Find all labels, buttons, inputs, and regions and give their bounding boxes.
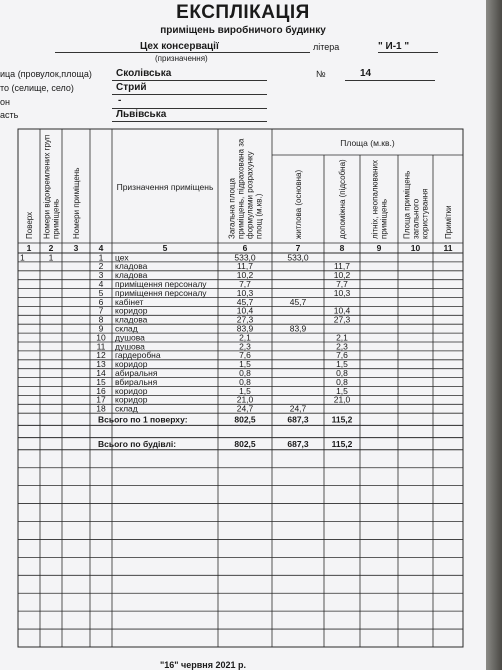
number-value: 14 (360, 68, 372, 79)
header-total-area: площ (м.кв.) (254, 193, 264, 239)
cell-group: 1 (48, 252, 54, 263)
cell-auxiliary: 7,7 (336, 279, 348, 289)
cell-purpose: душова (115, 332, 145, 343)
city-label: то (селище, село) (0, 83, 74, 93)
city-value: Стрий (116, 82, 147, 93)
cell-total-area: 10,4 (236, 305, 254, 316)
cell-auxiliary: 1,5 (336, 385, 348, 396)
object-name: Цех консервації (140, 41, 219, 52)
cell-room-no: 11 (96, 341, 106, 352)
header-floor: Поверх (25, 211, 34, 239)
cell-room-no: 14 (96, 368, 106, 378)
total-label: Всього по будівлі: (98, 438, 177, 449)
column-number: 4 (98, 243, 104, 253)
litera-value: " И-1 " (378, 41, 410, 52)
cell-living: 24,7 (289, 403, 307, 414)
cell-auxiliary: 11,7 (334, 261, 350, 272)
document-title: ЕКСПЛІКАЦІЯ (176, 2, 310, 23)
cell-auxiliary: 0,8 (336, 368, 348, 378)
header-total-area: формулами розрахунку (245, 151, 255, 239)
footer-date: "16" червня 2021 р. (160, 660, 247, 670)
header-auxiliary: допоміжна (підсобна) (338, 159, 347, 239)
number-label: № (316, 69, 326, 79)
cell-room-no: 2 (98, 261, 104, 272)
header-groups: приміщень (51, 198, 61, 239)
cell-total-area: 2,3 (239, 341, 251, 352)
column-number: 5 (162, 243, 168, 253)
total-area-sum: 802,5 (234, 414, 256, 425)
column-number: 10 (410, 243, 421, 253)
cell-purpose: коридор (115, 394, 148, 405)
cell-purpose: кладова (115, 314, 148, 325)
cell-purpose: кабінет (115, 296, 144, 307)
cell-room-no: 12 (96, 350, 106, 361)
header-summer: літніх, неопалюваних (370, 159, 380, 239)
header-notes: Примітки (444, 205, 453, 239)
cell-total-area: 7,6 (239, 350, 251, 361)
cell-auxiliary: 0,8 (336, 376, 348, 387)
cell-room-no: 17 (96, 394, 106, 405)
header-living: житлова (основна) (294, 169, 303, 239)
cell-room-no: 13 (96, 359, 106, 370)
region-label: асть (0, 110, 19, 120)
header-total-area: приміщень, підрахована за (236, 138, 246, 239)
cell-auxiliary: 2,1 (336, 332, 348, 343)
cell-total-area: 10,3 (236, 287, 254, 298)
cell-auxiliary: 10,4 (333, 305, 351, 316)
cell-purpose: абиральня (115, 368, 158, 378)
cell-total-area: 533,0 (234, 252, 256, 263)
district-value: - (118, 95, 122, 106)
cell-total-area: 0,8 (239, 376, 251, 387)
header-purpose: Призначення приміщень (116, 182, 214, 192)
cell-room-no: 16 (96, 385, 106, 396)
cell-auxiliary: 10,2 (333, 270, 351, 281)
cell-total-area: 83,9 (236, 323, 254, 334)
cell-total-area: 24,7 (236, 403, 254, 414)
cell-room-no: 15 (96, 376, 106, 387)
header-common: загального (411, 198, 421, 239)
cell-room-no: 18 (96, 403, 106, 414)
cell-room-no: 1 (98, 252, 104, 263)
cell-purpose: душова (115, 341, 145, 352)
cell-purpose: вбиральня (115, 376, 158, 387)
total-label: Всього по 1 поверху: (98, 414, 188, 425)
total-auxiliary-sum: 115,2 (331, 438, 353, 449)
cell-auxiliary: 1,5 (336, 359, 348, 370)
header-common: Площа приміщень (402, 170, 412, 239)
cell-room-no: 8 (98, 314, 104, 325)
column-number: 7 (295, 243, 301, 253)
cell-room-no: 6 (98, 296, 104, 307)
column-number: 3 (73, 243, 79, 253)
cell-purpose: коридор (115, 359, 148, 370)
cell-purpose: склад (115, 323, 138, 334)
cell-auxiliary: 21,0 (333, 394, 351, 405)
cell-total-area: 1,5 (239, 385, 251, 396)
cell-purpose: коридор (115, 305, 148, 316)
cell-purpose: гардеробна (115, 350, 161, 361)
cell-purpose: цех (115, 252, 129, 263)
cell-total-area: 2,1 (239, 332, 251, 343)
cell-purpose: склад (115, 403, 138, 414)
total-living-sum: 687,3 (287, 414, 309, 425)
total-area-sum: 802,5 (234, 438, 256, 449)
cell-room-no: 4 (98, 279, 104, 289)
header-groups: Номери відокремлених груп (42, 134, 52, 239)
cell-room-no: 5 (98, 287, 104, 298)
cell-living: 533,0 (287, 252, 309, 263)
cell-auxiliary: 27,3 (333, 314, 351, 325)
cell-room-no: 3 (98, 270, 104, 281)
street-label: ица (провулок,площа) (0, 69, 92, 79)
district-label: он (0, 97, 10, 107)
header-area-group: Площа (м.кв.) (340, 138, 395, 148)
total-auxiliary-sum: 115,2 (331, 414, 353, 425)
total-living-sum: 687,3 (287, 438, 309, 449)
cell-total-area: 0,8 (239, 368, 251, 378)
cell-total-area: 1,5 (239, 359, 251, 370)
cell-total-area: 11,7 (237, 261, 253, 272)
page-edge-shadow (486, 0, 502, 670)
column-number: 1 (26, 243, 32, 253)
cell-total-area: 10,2 (236, 270, 254, 281)
cell-total-area: 7,7 (239, 279, 251, 289)
cell-floor: 1 (20, 252, 25, 263)
cell-purpose: кладова (115, 270, 148, 281)
header-common: користування (420, 188, 430, 239)
document-subtitle: приміщень виробничого будинку (160, 25, 326, 36)
litera-label: літера (313, 42, 340, 52)
column-number: 9 (376, 243, 382, 253)
cell-living: 83,9 (289, 323, 307, 334)
cell-total-area: 45,7 (236, 296, 254, 307)
cell-purpose: кладова (115, 261, 148, 272)
cell-total-area: 27,3 (236, 314, 254, 325)
column-number: 2 (48, 243, 54, 253)
cell-room-no: 9 (98, 323, 104, 334)
cell-room-no: 7 (98, 305, 104, 316)
header-room-no: Номери приміщень (72, 167, 81, 239)
region-value: Львівська (116, 109, 167, 120)
cell-auxiliary: 7,6 (336, 350, 348, 361)
cell-room-no: 10 (96, 332, 106, 343)
street-value: Сколівська (116, 68, 172, 79)
column-number: 11 (443, 243, 453, 253)
object-caption: (призначення) (155, 54, 208, 63)
header-summer: приміщень (379, 198, 389, 239)
cell-auxiliary: 2,3 (336, 341, 348, 352)
cell-living: 45,7 (289, 296, 307, 307)
header-total-area: Загальна площа (227, 178, 237, 239)
cell-auxiliary: 10,3 (333, 287, 351, 298)
cell-purpose: приміщення персоналу (115, 279, 207, 289)
column-number: 6 (242, 243, 248, 253)
column-number: 8 (339, 243, 345, 253)
cell-total-area: 21,0 (236, 394, 254, 405)
cell-purpose: приміщення персоналу (115, 287, 207, 298)
cell-purpose: коридор (115, 385, 148, 396)
